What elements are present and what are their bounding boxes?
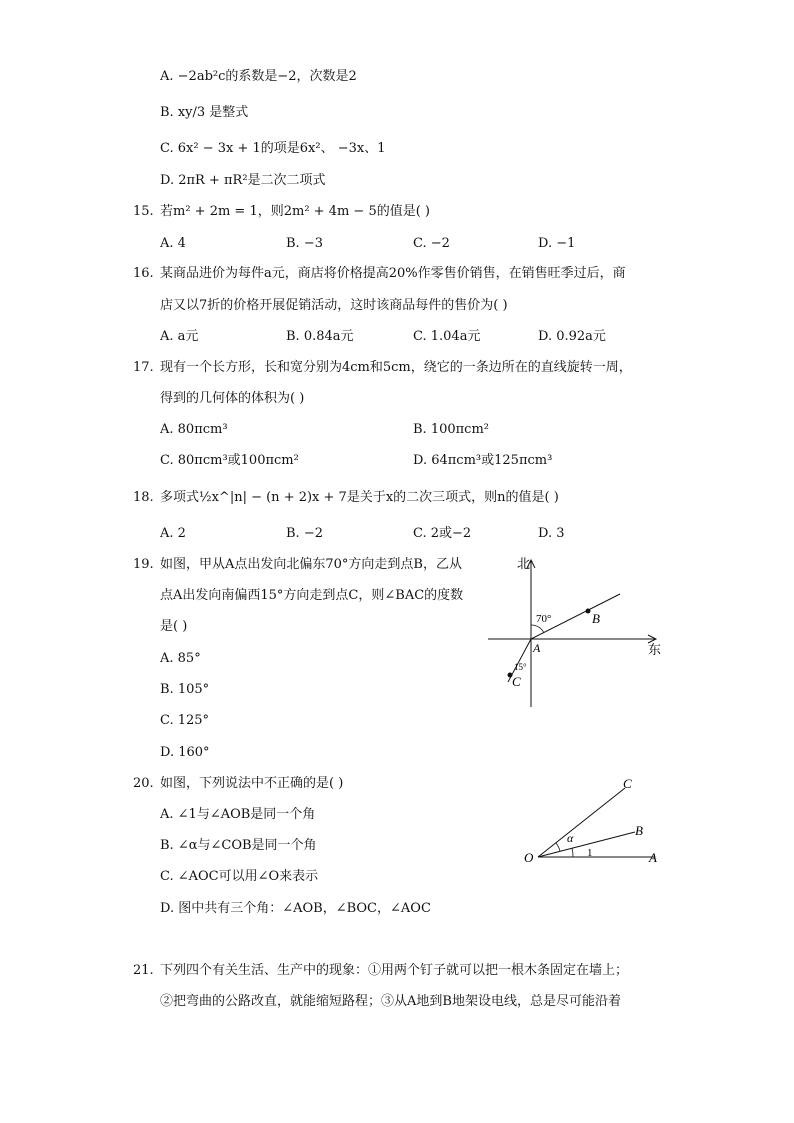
q17-option-b: B. 100πcm² — [413, 422, 489, 437]
q20-option-d: D. 图中共有三个角：∠AOB，∠BOC，∠AOC — [160, 901, 431, 916]
fig20-angle-1-label: 1 — [587, 847, 593, 859]
fig19-point-c: C — [512, 674, 521, 689]
q20-number: 20. — [133, 776, 154, 791]
q14-option-d: D. 2πR + πR²是二次二项式 — [160, 173, 326, 188]
fig19-east-label: 东 — [648, 642, 662, 657]
q15-stem: 若m² + 2m = 1，则2m² + 4m − 5的值是( ) — [160, 204, 430, 219]
q15-option-c: C. −2 — [413, 236, 450, 251]
fig20-point-o: O — [524, 850, 534, 865]
fig19-point-b: B — [592, 611, 600, 626]
q18-option-b: B. −2 — [286, 526, 323, 541]
q18-option-d: D. 3 — [538, 526, 565, 541]
q17-stem-line1: 现有一个长方形，长和宽分别为4cm和5cm，绕它的一条边所在的直线旋转一周， — [160, 360, 632, 375]
q20-stem: 如图，下列说法中不正确的是( ) — [160, 776, 344, 791]
q16-option-a: A. a元 — [160, 329, 199, 344]
q18-stem: 多项式½x^|n| − (n + 2)x + 7是关于x的二次三项式，则n的值是( ) — [160, 490, 559, 505]
q17-option-a: A. 80πcm³ — [160, 422, 228, 437]
q19-option-c: C. 125° — [160, 713, 210, 728]
q17-stem-line2: 得到的几何体的体积为( ) — [160, 391, 305, 406]
fig19-angle-15: 15° — [514, 662, 527, 672]
q19-option-b: B. 105° — [160, 682, 210, 697]
q16-number: 16. — [133, 266, 154, 281]
fig19-angle-70: 70° — [536, 613, 552, 625]
fig20-point-a: A — [649, 850, 657, 865]
q16-stem-line2: 店又以7折的价格开展促销活动，这时该商品每件的售价为( ) — [160, 298, 508, 313]
q21-number: 21. — [133, 963, 154, 978]
q19-compass-figure — [480, 552, 670, 712]
q14-option-b: B. xy/3 是整式 — [160, 105, 249, 120]
q18-option-a: A. 2 — [160, 526, 186, 541]
fig20-point-c: C — [623, 776, 632, 791]
q16-stem-line1: 某商品进价为每件a元，商店将价格提高20%作零售价销售，在销售旺季过后，商 — [160, 266, 626, 281]
q18-number: 18. — [133, 490, 154, 505]
q19-option-d: D. 160° — [160, 745, 210, 760]
q15-option-a: A. 4 — [160, 236, 186, 251]
q19-option-a: A. 85° — [160, 651, 201, 666]
q16-option-b: B. 0.84a元 — [286, 329, 354, 344]
q20-option-b: B. ∠α与∠COB是同一个角 — [160, 838, 317, 853]
q15-number: 15. — [133, 204, 154, 219]
q21-stem-line1: 下列四个有关生活、生产中的现象：①用两个钉子就可以把一根木条固定在墙上； — [160, 963, 629, 978]
q18-option-c: C. 2或−2 — [413, 526, 472, 541]
q15-option-b: B. −3 — [286, 236, 323, 251]
q19-stem-line2: 点A出发向南偏西15°方向走到点C，则∠BAC的度数 — [160, 588, 464, 603]
fig20-alpha-label: α — [567, 831, 574, 845]
fig19-north-label: 北 — [517, 556, 531, 571]
q14-option-c: C. 6x² − 3x + 1的项是6x²、 −3x、1 — [160, 141, 386, 156]
q15-option-d: D. −1 — [538, 236, 576, 251]
q17-number: 17. — [133, 360, 154, 375]
q16-option-c: C. 1.04a元 — [413, 329, 481, 344]
q20-angle-figure — [515, 770, 675, 870]
q19-stem-line1: 如图，甲从A点出发向北偏东70°方向走到点B，乙从 — [160, 557, 462, 572]
q19-number: 19. — [133, 557, 154, 572]
q17-option-d: D. 64πcm³或125πcm³ — [413, 453, 553, 468]
q20-option-c: C. ∠AOC可以用∠O来表示 — [160, 869, 319, 884]
fig20-point-b: B — [635, 823, 643, 838]
q19-stem-line3: 是( ) — [160, 619, 188, 634]
q14-option-a: A. −2ab²c的系数是−2，次数是2 — [160, 69, 357, 84]
fig19-point-a: A — [533, 641, 541, 655]
q20-option-a: A. ∠1与∠AOB是同一个角 — [160, 807, 316, 822]
q16-option-d: D. 0.92a元 — [538, 329, 606, 344]
q17-option-c: C. 80πcm³或100πcm² — [160, 453, 299, 468]
q21-stem-line2: ②把弯曲的公路改直，就能缩短路程；③从A地到B地架设电线，总是尽可能沿着 — [160, 994, 621, 1009]
